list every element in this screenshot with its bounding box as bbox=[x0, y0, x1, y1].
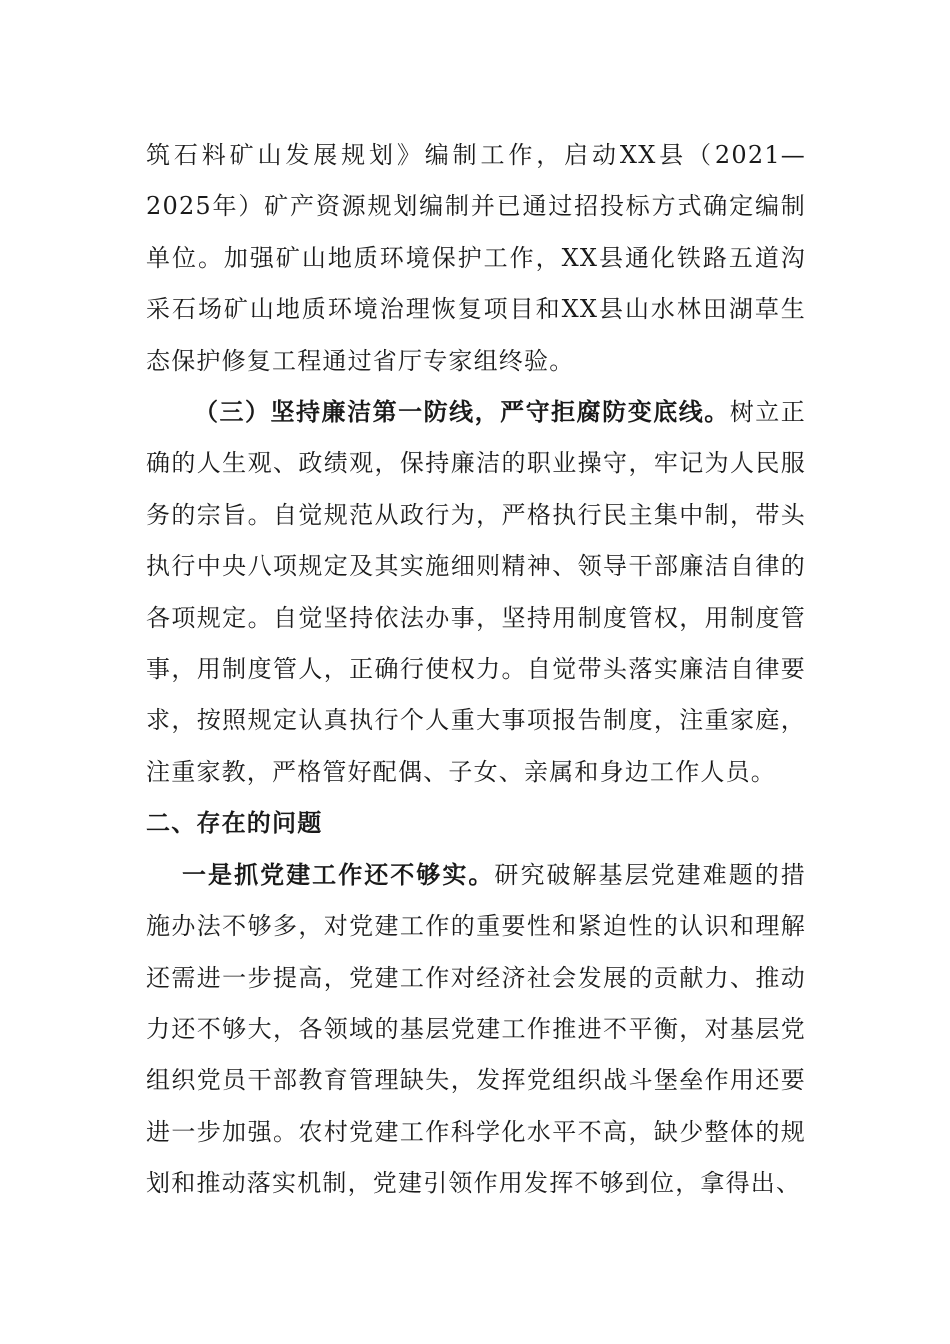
paragraph-integrity bbox=[146, 387, 806, 798]
issue-lead-heading: 一是抓党建工作还不够实。 bbox=[182, 860, 495, 889]
paragraph-text: 筑石料矿山发展规划》编制工作，启动XX县（2021—2025年）矿产资源规划编制并已通过招投标方式确定编制单位。加强矿山地质环境保护工作，XX县通化铁路五道沟采石场矿山地质环境治理恢复项目和XX县山水林田湖草生态保护修复工程通过省厅专家组终验。 bbox=[146, 141, 806, 375]
section-heading: 二、存在的问题 bbox=[146, 809, 323, 838]
paragraph-mining-planning bbox=[146, 130, 806, 387]
paragraph-issue-party-building bbox=[146, 850, 806, 1210]
paragraph-text: 树立正确的人生观、政绩观，保持廉洁的职业操守，牢记为人民服务的宗旨。自觉规范从政行为，严格执行民主集中制，带头执行中央八项规定及其实施细则精神、领导干部廉洁自律的各项规定。自觉坚持依法办事，坚持用制度管权，用制度管事，用制度管人，正确行使权力。自觉带头落实廉洁自律要求，按照规定认真执行个人重大事项报告制度，注重家庭，注重家教，严格管好配偶、子女、亲属和身边工作人员。 bbox=[146, 398, 806, 786]
document-body bbox=[146, 130, 806, 1210]
paragraph-lead-heading: （三）坚持廉洁第一防线，严守拒腐防变底线。 bbox=[194, 398, 730, 427]
issue-text: 研究破解基层党建难题的措施办法不够多，对党建工作的重要性和紧迫性的认识和理解还需进一步提高，党建工作对经济社会发展的贡献力、推动力还不够大，各领域的基层党建工作推进不平衡，对基层党组织党员干部教育管理缺失，发挥党组织战斗堡垒作用还要进一步加强。农村党建工作科学化水平不高，缺少整体的规划和推动落实机制，党建引领作用发挥不够到位，拿得出、 bbox=[146, 860, 806, 1198]
